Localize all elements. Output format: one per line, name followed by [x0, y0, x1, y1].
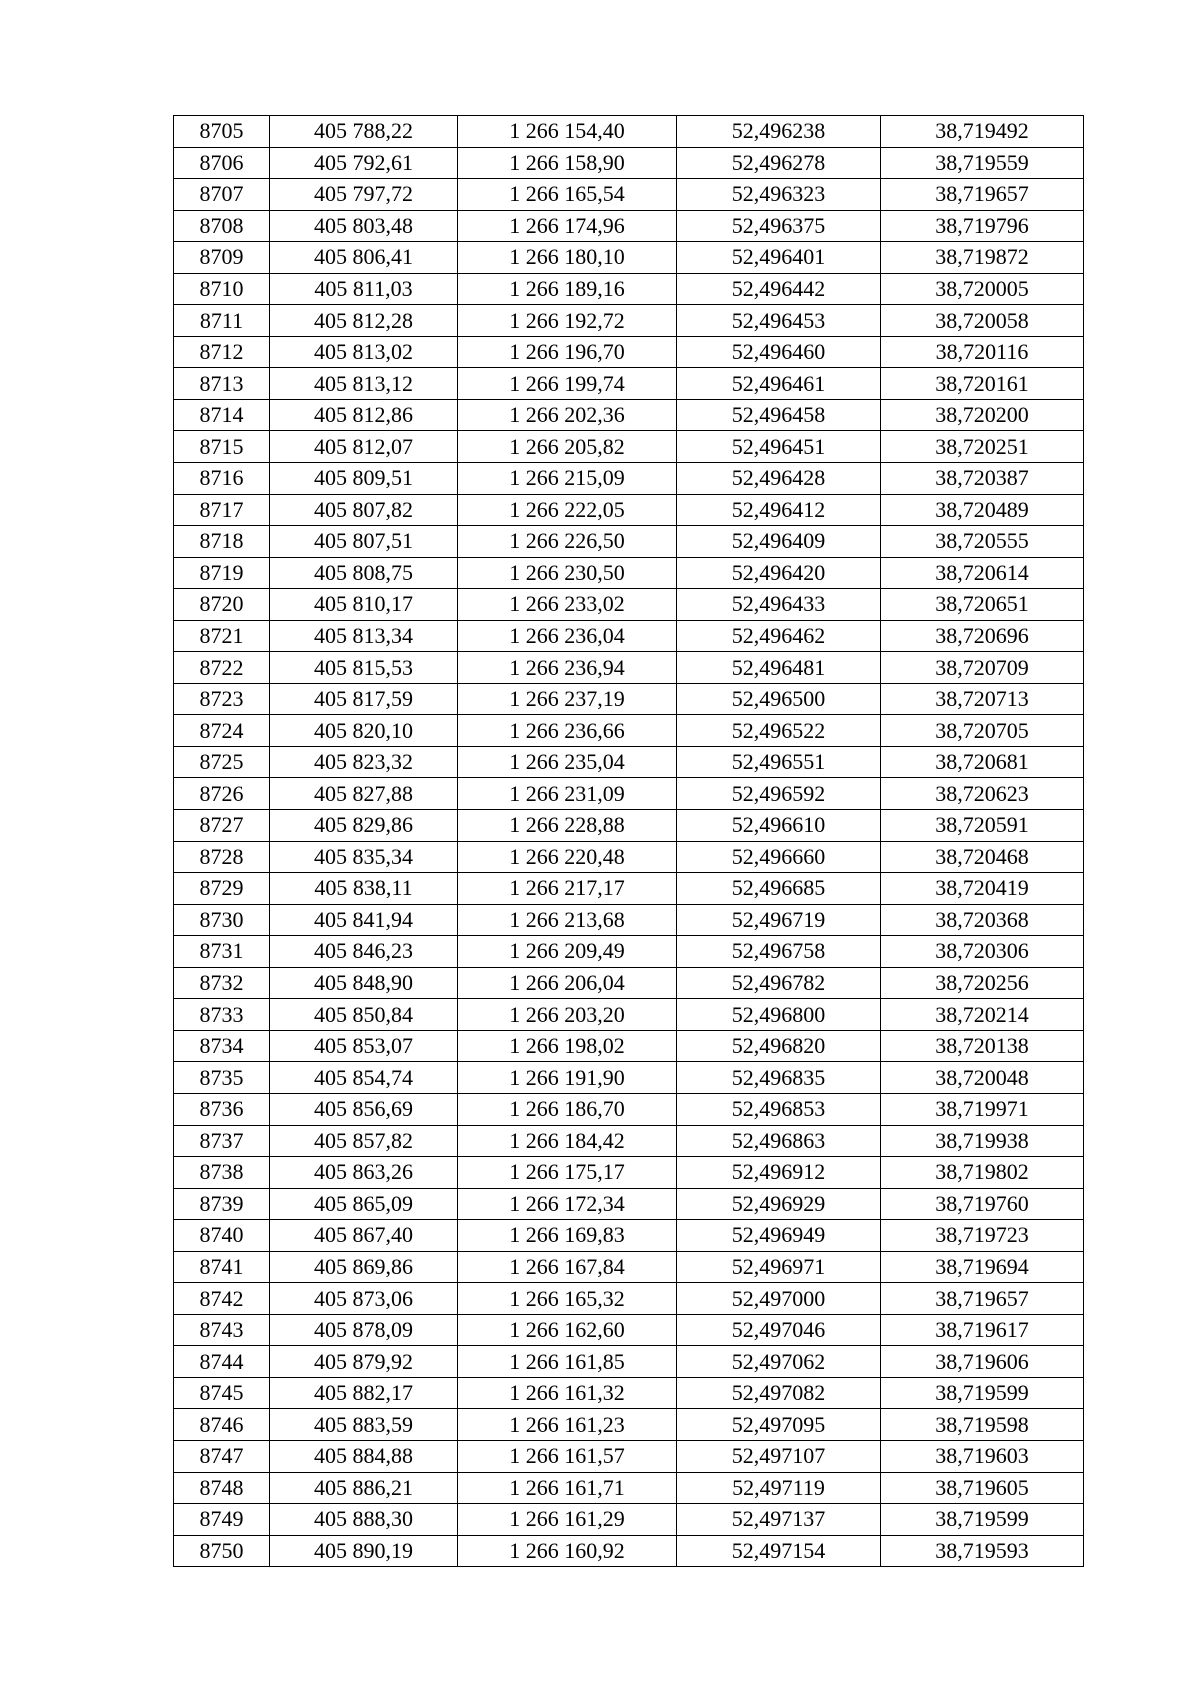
table-row — [174, 557, 1084, 589]
table-row — [174, 1220, 1084, 1252]
x-coordinate-cell: 405 854,74 — [270, 1062, 458, 1094]
x-coordinate-cell: 405 848,90 — [270, 967, 458, 999]
table-row — [174, 715, 1084, 747]
y-coordinate-cell: 1 266 180,10 — [458, 242, 677, 274]
y-coordinate-cell: 1 266 199,74 — [458, 368, 677, 400]
x-coordinate-cell: 405 882,17 — [270, 1377, 458, 1409]
table-row — [174, 399, 1084, 431]
longitude-cell: 38,719593 — [881, 1535, 1084, 1567]
latitude-cell: 52,496820 — [677, 1030, 881, 1062]
point-number-cell: 8732 — [174, 967, 270, 999]
longitude-cell: 38,720614 — [881, 557, 1084, 589]
y-coordinate-cell: 1 266 236,94 — [458, 652, 677, 684]
table-row — [174, 1093, 1084, 1125]
y-coordinate-cell: 1 266 174,96 — [458, 210, 677, 242]
point-number-cell: 8733 — [174, 999, 270, 1031]
latitude-cell: 52,496853 — [677, 1093, 881, 1125]
latitude-cell: 52,496835 — [677, 1062, 881, 1094]
y-coordinate-cell: 1 266 161,85 — [458, 1346, 677, 1378]
latitude-cell: 52,496971 — [677, 1251, 881, 1283]
latitude-cell: 52,496929 — [677, 1188, 881, 1220]
latitude-cell: 52,497107 — [677, 1440, 881, 1472]
longitude-cell: 38,719971 — [881, 1093, 1084, 1125]
y-coordinate-cell: 1 266 175,17 — [458, 1157, 677, 1189]
y-coordinate-cell: 1 266 192,72 — [458, 305, 677, 337]
x-coordinate-cell: 405 820,10 — [270, 715, 458, 747]
y-coordinate-cell: 1 266 184,42 — [458, 1125, 677, 1157]
x-coordinate-cell: 405 808,75 — [270, 557, 458, 589]
latitude-cell: 52,496453 — [677, 305, 881, 337]
y-coordinate-cell: 1 266 213,68 — [458, 904, 677, 936]
longitude-cell: 38,720651 — [881, 589, 1084, 621]
longitude-cell: 38,720306 — [881, 936, 1084, 968]
latitude-cell: 52,497082 — [677, 1377, 881, 1409]
point-number-cell: 8724 — [174, 715, 270, 747]
table-row — [174, 1409, 1084, 1441]
point-number-cell: 8741 — [174, 1251, 270, 1283]
x-coordinate-cell: 405 807,82 — [270, 494, 458, 526]
x-coordinate-cell: 405 888,30 — [270, 1504, 458, 1536]
longitude-cell: 38,719598 — [881, 1409, 1084, 1441]
y-coordinate-cell: 1 266 165,54 — [458, 179, 677, 211]
latitude-cell: 52,496758 — [677, 936, 881, 968]
longitude-cell: 38,719872 — [881, 242, 1084, 274]
table-row — [174, 1504, 1084, 1536]
longitude-cell: 38,720387 — [881, 463, 1084, 495]
longitude-cell: 38,719559 — [881, 147, 1084, 179]
x-coordinate-cell: 405 878,09 — [270, 1314, 458, 1346]
point-number-cell: 8712 — [174, 336, 270, 368]
x-coordinate-cell: 405 879,92 — [270, 1346, 458, 1378]
longitude-cell: 38,720681 — [881, 746, 1084, 778]
table-row — [174, 1251, 1084, 1283]
x-coordinate-cell: 405 838,11 — [270, 873, 458, 905]
point-number-cell: 8723 — [174, 683, 270, 715]
point-number-cell: 8715 — [174, 431, 270, 463]
table-row — [174, 494, 1084, 526]
table-row — [174, 999, 1084, 1031]
x-coordinate-cell: 405 857,82 — [270, 1125, 458, 1157]
table-row — [174, 368, 1084, 400]
longitude-cell: 38,719617 — [881, 1314, 1084, 1346]
y-coordinate-cell: 1 266 202,36 — [458, 399, 677, 431]
longitude-cell: 38,720368 — [881, 904, 1084, 936]
point-number-cell: 8721 — [174, 620, 270, 652]
point-number-cell: 8706 — [174, 147, 270, 179]
table-row — [174, 810, 1084, 842]
x-coordinate-cell: 405 797,72 — [270, 179, 458, 211]
x-coordinate-cell: 405 835,34 — [270, 841, 458, 873]
x-coordinate-cell: 405 788,22 — [270, 116, 458, 148]
longitude-cell: 38,720116 — [881, 336, 1084, 368]
x-coordinate-cell: 405 811,03 — [270, 273, 458, 305]
x-coordinate-cell: 405 841,94 — [270, 904, 458, 936]
latitude-cell: 52,497095 — [677, 1409, 881, 1441]
point-number-cell: 8738 — [174, 1157, 270, 1189]
x-coordinate-cell: 405 810,17 — [270, 589, 458, 621]
table-row — [174, 589, 1084, 621]
longitude-cell: 38,720058 — [881, 305, 1084, 337]
latitude-cell: 52,496461 — [677, 368, 881, 400]
point-number-cell: 8743 — [174, 1314, 270, 1346]
latitude-cell: 52,496462 — [677, 620, 881, 652]
latitude-cell: 52,496660 — [677, 841, 881, 873]
table-row — [174, 1125, 1084, 1157]
x-coordinate-cell: 405 812,07 — [270, 431, 458, 463]
x-coordinate-cell: 405 865,09 — [270, 1188, 458, 1220]
y-coordinate-cell: 1 266 226,50 — [458, 526, 677, 558]
y-coordinate-cell: 1 266 189,16 — [458, 273, 677, 305]
longitude-cell: 38,720419 — [881, 873, 1084, 905]
longitude-cell: 38,719605 — [881, 1472, 1084, 1504]
point-number-cell: 8710 — [174, 273, 270, 305]
x-coordinate-cell: 405 817,59 — [270, 683, 458, 715]
x-coordinate-cell: 405 812,86 — [270, 399, 458, 431]
point-number-cell: 8707 — [174, 179, 270, 211]
longitude-cell: 38,719606 — [881, 1346, 1084, 1378]
point-number-cell: 8739 — [174, 1188, 270, 1220]
latitude-cell: 52,496782 — [677, 967, 881, 999]
point-number-cell: 8746 — [174, 1409, 270, 1441]
point-number-cell: 8720 — [174, 589, 270, 621]
longitude-cell: 38,720696 — [881, 620, 1084, 652]
latitude-cell: 52,497062 — [677, 1346, 881, 1378]
latitude-cell: 52,497119 — [677, 1472, 881, 1504]
table-row — [174, 463, 1084, 495]
table-row — [174, 273, 1084, 305]
point-number-cell: 8747 — [174, 1440, 270, 1472]
x-coordinate-cell: 405 806,41 — [270, 242, 458, 274]
table-row — [174, 242, 1084, 274]
latitude-cell: 52,496278 — [677, 147, 881, 179]
latitude-cell: 52,496949 — [677, 1220, 881, 1252]
y-coordinate-cell: 1 266 161,23 — [458, 1409, 677, 1441]
point-number-cell: 8750 — [174, 1535, 270, 1567]
point-number-cell: 8728 — [174, 841, 270, 873]
y-coordinate-cell: 1 266 228,88 — [458, 810, 677, 842]
y-coordinate-cell: 1 266 198,02 — [458, 1030, 677, 1062]
table-row — [174, 620, 1084, 652]
y-coordinate-cell: 1 266 237,19 — [458, 683, 677, 715]
table-row — [174, 1472, 1084, 1504]
y-coordinate-cell: 1 266 215,09 — [458, 463, 677, 495]
y-coordinate-cell: 1 266 191,90 — [458, 1062, 677, 1094]
x-coordinate-cell: 405 863,26 — [270, 1157, 458, 1189]
longitude-cell: 38,719492 — [881, 116, 1084, 148]
point-number-cell: 8731 — [174, 936, 270, 968]
y-coordinate-cell: 1 266 217,17 — [458, 873, 677, 905]
point-number-cell: 8716 — [174, 463, 270, 495]
table-row — [174, 1535, 1084, 1567]
latitude-cell: 52,497000 — [677, 1283, 881, 1315]
longitude-cell: 38,719599 — [881, 1377, 1084, 1409]
table-row — [174, 873, 1084, 905]
table-row — [174, 1377, 1084, 1409]
x-coordinate-cell: 405 792,61 — [270, 147, 458, 179]
x-coordinate-cell: 405 809,51 — [270, 463, 458, 495]
latitude-cell: 52,496912 — [677, 1157, 881, 1189]
table-row — [174, 147, 1084, 179]
y-coordinate-cell: 1 266 172,34 — [458, 1188, 677, 1220]
point-number-cell: 8737 — [174, 1125, 270, 1157]
longitude-cell: 38,720138 — [881, 1030, 1084, 1062]
point-number-cell: 8744 — [174, 1346, 270, 1378]
longitude-cell: 38,720623 — [881, 778, 1084, 810]
x-coordinate-cell: 405 827,88 — [270, 778, 458, 810]
table-row — [174, 936, 1084, 968]
table-row — [174, 746, 1084, 778]
point-number-cell: 8729 — [174, 873, 270, 905]
point-number-cell: 8730 — [174, 904, 270, 936]
longitude-cell: 38,719802 — [881, 1157, 1084, 1189]
x-coordinate-cell: 405 815,53 — [270, 652, 458, 684]
x-coordinate-cell: 405 846,23 — [270, 936, 458, 968]
table-row — [174, 179, 1084, 211]
latitude-cell: 52,496592 — [677, 778, 881, 810]
y-coordinate-cell: 1 266 161,29 — [458, 1504, 677, 1536]
y-coordinate-cell: 1 266 158,90 — [458, 147, 677, 179]
y-coordinate-cell: 1 266 154,40 — [458, 116, 677, 148]
latitude-cell: 52,497137 — [677, 1504, 881, 1536]
table-row — [174, 1062, 1084, 1094]
y-coordinate-cell: 1 266 186,70 — [458, 1093, 677, 1125]
latitude-cell: 52,497046 — [677, 1314, 881, 1346]
y-coordinate-cell: 1 266 205,82 — [458, 431, 677, 463]
latitude-cell: 52,496719 — [677, 904, 881, 936]
y-coordinate-cell: 1 266 162,60 — [458, 1314, 677, 1346]
table-row — [174, 431, 1084, 463]
latitude-cell: 52,496610 — [677, 810, 881, 842]
point-number-cell: 8705 — [174, 116, 270, 148]
table-row — [174, 1440, 1084, 1472]
longitude-cell: 38,719938 — [881, 1125, 1084, 1157]
point-number-cell: 8717 — [174, 494, 270, 526]
y-coordinate-cell: 1 266 231,09 — [458, 778, 677, 810]
table-row — [174, 336, 1084, 368]
point-number-cell: 8735 — [174, 1062, 270, 1094]
longitude-cell: 38,719760 — [881, 1188, 1084, 1220]
y-coordinate-cell: 1 266 161,57 — [458, 1440, 677, 1472]
y-coordinate-cell: 1 266 161,71 — [458, 1472, 677, 1504]
longitude-cell: 38,720005 — [881, 273, 1084, 305]
point-number-cell: 8740 — [174, 1220, 270, 1252]
longitude-cell: 38,719599 — [881, 1504, 1084, 1536]
point-number-cell: 8734 — [174, 1030, 270, 1062]
table-row — [174, 1283, 1084, 1315]
point-number-cell: 8749 — [174, 1504, 270, 1536]
latitude-cell: 52,496401 — [677, 242, 881, 274]
x-coordinate-cell: 405 812,28 — [270, 305, 458, 337]
x-coordinate-cell: 405 883,59 — [270, 1409, 458, 1441]
table-row — [174, 1188, 1084, 1220]
point-number-cell: 8711 — [174, 305, 270, 337]
y-coordinate-cell: 1 266 209,49 — [458, 936, 677, 968]
latitude-cell: 52,496428 — [677, 463, 881, 495]
table-row — [174, 683, 1084, 715]
longitude-cell: 38,720489 — [881, 494, 1084, 526]
longitude-cell: 38,720200 — [881, 399, 1084, 431]
longitude-cell: 38,720161 — [881, 368, 1084, 400]
x-coordinate-cell: 405 869,86 — [270, 1251, 458, 1283]
x-coordinate-cell: 405 884,88 — [270, 1440, 458, 1472]
point-number-cell: 8742 — [174, 1283, 270, 1315]
point-number-cell: 8722 — [174, 652, 270, 684]
point-number-cell: 8745 — [174, 1377, 270, 1409]
table-row — [174, 305, 1084, 337]
table-row — [174, 526, 1084, 558]
table-row — [174, 904, 1084, 936]
latitude-cell: 52,496522 — [677, 715, 881, 747]
y-coordinate-cell: 1 266 160,92 — [458, 1535, 677, 1567]
x-coordinate-cell: 405 803,48 — [270, 210, 458, 242]
table-row — [174, 1314, 1084, 1346]
y-coordinate-cell: 1 266 161,32 — [458, 1377, 677, 1409]
coordinates-table — [173, 115, 1084, 1567]
point-number-cell: 8719 — [174, 557, 270, 589]
point-number-cell: 8726 — [174, 778, 270, 810]
y-coordinate-cell: 1 266 230,50 — [458, 557, 677, 589]
table-row — [174, 778, 1084, 810]
coordinates-table-body — [174, 116, 1084, 1567]
latitude-cell: 52,496863 — [677, 1125, 881, 1157]
longitude-cell: 38,720468 — [881, 841, 1084, 873]
latitude-cell: 52,496323 — [677, 179, 881, 211]
latitude-cell: 52,496551 — [677, 746, 881, 778]
table-row — [174, 1346, 1084, 1378]
latitude-cell: 52,496460 — [677, 336, 881, 368]
latitude-cell: 52,496238 — [677, 116, 881, 148]
longitude-cell: 38,720256 — [881, 967, 1084, 999]
table-row — [174, 967, 1084, 999]
point-number-cell: 8713 — [174, 368, 270, 400]
latitude-cell: 52,496375 — [677, 210, 881, 242]
latitude-cell: 52,496412 — [677, 494, 881, 526]
longitude-cell: 38,719723 — [881, 1220, 1084, 1252]
latitude-cell: 52,496420 — [677, 557, 881, 589]
longitude-cell: 38,720251 — [881, 431, 1084, 463]
table-row — [174, 210, 1084, 242]
table-row — [174, 1030, 1084, 1062]
latitude-cell: 52,496409 — [677, 526, 881, 558]
point-number-cell: 8714 — [174, 399, 270, 431]
point-number-cell: 8708 — [174, 210, 270, 242]
x-coordinate-cell: 405 867,40 — [270, 1220, 458, 1252]
y-coordinate-cell: 1 266 236,66 — [458, 715, 677, 747]
x-coordinate-cell: 405 823,32 — [270, 746, 458, 778]
y-coordinate-cell: 1 266 196,70 — [458, 336, 677, 368]
longitude-cell: 38,719657 — [881, 1283, 1084, 1315]
x-coordinate-cell: 405 873,06 — [270, 1283, 458, 1315]
y-coordinate-cell: 1 266 222,05 — [458, 494, 677, 526]
latitude-cell: 52,496442 — [677, 273, 881, 305]
x-coordinate-cell: 405 853,07 — [270, 1030, 458, 1062]
y-coordinate-cell: 1 266 235,04 — [458, 746, 677, 778]
latitude-cell: 52,497154 — [677, 1535, 881, 1567]
y-coordinate-cell: 1 266 169,83 — [458, 1220, 677, 1252]
latitude-cell: 52,496800 — [677, 999, 881, 1031]
x-coordinate-cell: 405 813,12 — [270, 368, 458, 400]
x-coordinate-cell: 405 813,02 — [270, 336, 458, 368]
point-number-cell: 8748 — [174, 1472, 270, 1504]
table-row — [174, 116, 1084, 148]
x-coordinate-cell: 405 886,21 — [270, 1472, 458, 1504]
y-coordinate-cell: 1 266 206,04 — [458, 967, 677, 999]
latitude-cell: 52,496458 — [677, 399, 881, 431]
y-coordinate-cell: 1 266 220,48 — [458, 841, 677, 873]
x-coordinate-cell: 405 850,84 — [270, 999, 458, 1031]
longitude-cell: 38,720591 — [881, 810, 1084, 842]
y-coordinate-cell: 1 266 233,02 — [458, 589, 677, 621]
x-coordinate-cell: 405 813,34 — [270, 620, 458, 652]
point-number-cell: 8736 — [174, 1093, 270, 1125]
latitude-cell: 52,496500 — [677, 683, 881, 715]
longitude-cell: 38,719657 — [881, 179, 1084, 211]
longitude-cell: 38,719796 — [881, 210, 1084, 242]
x-coordinate-cell: 405 807,51 — [270, 526, 458, 558]
latitude-cell: 52,496481 — [677, 652, 881, 684]
x-coordinate-cell: 405 856,69 — [270, 1093, 458, 1125]
x-coordinate-cell: 405 890,19 — [270, 1535, 458, 1567]
point-number-cell: 8725 — [174, 746, 270, 778]
point-number-cell: 8718 — [174, 526, 270, 558]
longitude-cell: 38,719603 — [881, 1440, 1084, 1472]
y-coordinate-cell: 1 266 167,84 — [458, 1251, 677, 1283]
table-row — [174, 841, 1084, 873]
longitude-cell: 38,720705 — [881, 715, 1084, 747]
longitude-cell: 38,720214 — [881, 999, 1084, 1031]
y-coordinate-cell: 1 266 203,20 — [458, 999, 677, 1031]
longitude-cell: 38,719694 — [881, 1251, 1084, 1283]
table-row — [174, 652, 1084, 684]
y-coordinate-cell: 1 266 165,32 — [458, 1283, 677, 1315]
table-row — [174, 1157, 1084, 1189]
longitude-cell: 38,720048 — [881, 1062, 1084, 1094]
point-number-cell: 8709 — [174, 242, 270, 274]
y-coordinate-cell: 1 266 236,04 — [458, 620, 677, 652]
point-number-cell: 8727 — [174, 810, 270, 842]
longitude-cell: 38,720709 — [881, 652, 1084, 684]
latitude-cell: 52,496451 — [677, 431, 881, 463]
latitude-cell: 52,496433 — [677, 589, 881, 621]
latitude-cell: 52,496685 — [677, 873, 881, 905]
longitude-cell: 38,720713 — [881, 683, 1084, 715]
longitude-cell: 38,720555 — [881, 526, 1084, 558]
x-coordinate-cell: 405 829,86 — [270, 810, 458, 842]
